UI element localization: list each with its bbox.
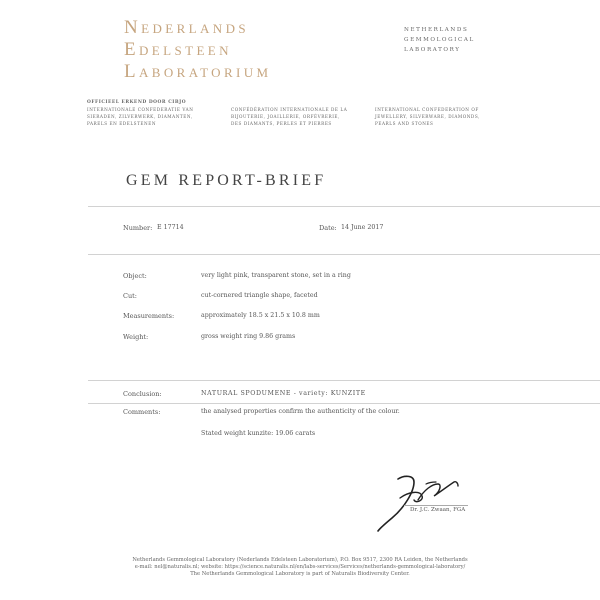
footer-contact: e-mail: nel@naturalis.nl; website: https://science.naturalis.nl/en/labs-services/Services/netherlands-gemmological-laboratory/: [134, 564, 466, 570]
lab-name-line-1: Nederlands: [124, 17, 249, 38]
object-label: Object:: [123, 272, 147, 280]
cibjo-column-line: INTERNATIONALE CONFEDERATIE VAN: [87, 107, 194, 112]
date-label: Date:: [319, 224, 337, 232]
divider: [88, 403, 600, 404]
divider: [88, 380, 600, 381]
measurements-label: Measurements:: [123, 312, 175, 320]
comments-label: Comments:: [123, 408, 161, 416]
lab-name-line-2: Edelsteen: [124, 39, 232, 60]
object-value: very light pink, transparent stone, set in a ring: [201, 272, 351, 279]
cibjo-column-line: BIJOUTERIE, JOAILLERIE, ORFÈVRERIE,: [231, 114, 340, 119]
measurements-value: approximately 18.5 x 21.5 x 10.8 mm: [201, 312, 320, 319]
cut-label: Cut:: [123, 292, 137, 300]
date-value: 14 June 2017: [341, 224, 384, 231]
divider: [88, 206, 600, 207]
weight-label: Weight:: [123, 333, 149, 341]
footer-note: The Netherlands Gemmological Laboratory is part of Naturalis Biodiversity Center.: [190, 571, 410, 577]
cibjo-column-line: SIERADEN, ZILVERWERK, DIAMANTEN,: [87, 114, 193, 119]
lab-name-line-3: Laboratorium: [124, 61, 272, 82]
cibjo-column-line: CONFÉDÉRATION INTERNATIONALE DE LA: [231, 107, 348, 112]
lab-name-english-line-1: NETHERLANDS: [404, 27, 469, 33]
report-title: GEM REPORT-BRIEF: [126, 172, 327, 189]
cibjo-column-line: JEWELLERY, SILVERWARE, DIAMONDS,: [375, 114, 480, 119]
cibjo-column-line: INTERNATIONAL CONFEDERATION OF: [375, 107, 479, 112]
signature-line: [404, 505, 468, 506]
recognition-text: OFFICIEEL ERKEND DOOR CIBJO: [87, 100, 187, 105]
signatory-name: Dr. J.C. Zwaan, FGA: [410, 507, 466, 513]
cibjo-column-line: PARELS EN EDELSTENEN: [87, 121, 157, 126]
cibjo-column-dutch: [87, 106, 193, 127]
conclusion-label: Conclusion:: [123, 390, 162, 398]
number-label: Number:: [123, 224, 153, 232]
cibjo-column-english: [375, 106, 480, 127]
lab-name-english-line-2: GEMMOLOGICAL: [404, 37, 475, 43]
divider: [88, 254, 600, 255]
cibjo-column-french: [231, 106, 347, 127]
cibjo-column-line: PEARLS AND STONES: [375, 121, 434, 126]
number-value: E 17714: [157, 224, 184, 231]
signature-graphic: [370, 470, 470, 535]
conclusion-value: NATURAL SPODUMENE - variety: KUNZITE: [201, 390, 366, 397]
cut-value: cut-cornered triangle shape, faceted: [201, 292, 318, 299]
comments-line-2: Stated weight kunzite: 19.06 carats: [201, 430, 316, 437]
cibjo-column-line: DES DIAMANTS, PERLES ET PIERRES: [231, 121, 332, 126]
footer-address: Netherlands Gemmological Laboratory (Nederlands Edelsteen Laboratorium), P.O. Box 9517, 2300 RA Leiden, the Netherlands: [132, 557, 468, 563]
comments-line-1: the analysed properties confirm the authenticity of the colour.: [201, 408, 400, 415]
lab-name-english-line-3: LABORATORY: [404, 47, 461, 53]
weight-value: gross weight ring 9.86 grams: [201, 333, 296, 340]
